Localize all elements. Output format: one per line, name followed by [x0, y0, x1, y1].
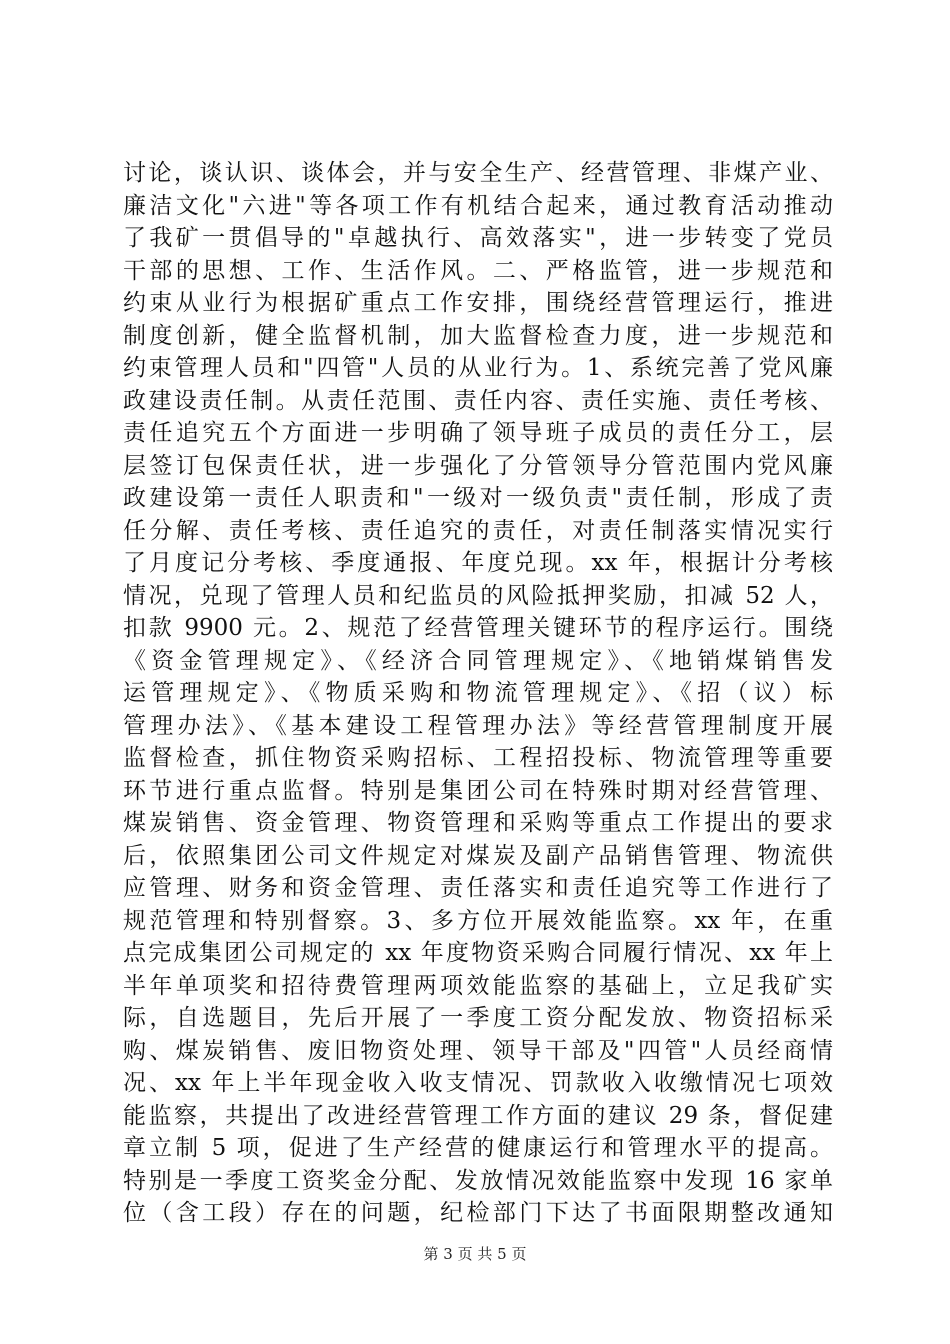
text-line: 约束从业行为根据矿重点工作安排，围绕经营管理运行，推进: [123, 290, 833, 316]
body-text: [123, 157, 833, 1230]
text-line: 应管理、财务和资金管理、责任落实和责任追究等工作进行了: [123, 875, 833, 901]
text-line: 规范管理和特别督察。3、多方位开展效能监察。xx 年，在重: [123, 907, 833, 934]
text-line: 讨论，谈认识、谈体会，并与安全生产、经营管理、非煤产业、: [123, 160, 833, 186]
text-line: 《资金管理规定》、《经济合同管理规定》、《地销煤销售发: [123, 647, 833, 674]
text-line: 政建设第一责任人职责和"一级对一级负责"责任制，形成了责: [123, 485, 833, 511]
text-line: 后，依照集团公司文件规定对煤炭及副产品销售管理、物流供: [123, 842, 833, 869]
text-line: 干部的思想、工作、生活作风。二、严格监管，进一步规范和: [123, 257, 833, 284]
text-line: 扣款 9900 元。2、规范了经营管理关键环节的程序运行。围绕: [123, 615, 833, 641]
text-line: 责任追究五个方面进一步明确了领导班子成员的责任分工，层: [123, 420, 833, 446]
text-line: 况、xx 年上半年现金收入收支情况、罚款收入收缴情况七项效: [123, 1070, 833, 1096]
text-line: 制度创新，健全监督机制，加大监督检查力度，进一步规范和: [123, 322, 833, 349]
text-line: 情况，兑现了管理人员和纪监员的风险抵押奖励，扣减 52 人，: [123, 582, 833, 609]
text-line: 廉洁文化"六进"等各项工作有机结合起来，通过教育活动推动: [123, 192, 833, 219]
text-line: 位（含工段）存在的问题，纪检部门下达了书面限期整改通知: [123, 1200, 833, 1226]
text-line: 了月度记分考核、季度通报、年度兑现。xx 年，根据计分考核: [123, 550, 833, 576]
page-number-footer: 第 3 页 共 5 页: [423, 1245, 527, 1263]
text-line: 煤炭销售、资金管理、物资管理和采购等重点工作提出的要求: [123, 810, 833, 836]
text-line: 监督检查，抓住物资采购招标、工程招投标、物流管理等重要: [123, 745, 833, 771]
text-line: 约束管理人员和"四管"人员的从业行为。1、系统完善了党风廉: [123, 355, 833, 381]
text-line: 管理办法》、《基本建设工程管理办法》等经营管理制度开展: [123, 712, 833, 739]
text-line: 层签订包保责任状，进一步强化了分管领导分管范围内党风廉: [123, 452, 833, 479]
text-line: 特别是一季度工资奖金分配、发放情况效能监察中发现 16 家单: [123, 1167, 833, 1194]
text-line: 际，自选题目，先后开展了一季度工资分配发放、物资招标采: [123, 1005, 833, 1031]
text-line: 任分解、责任考核、责任追究的责任，对责任制落实情况实行: [123, 517, 833, 544]
text-line: 购、煤炭销售、废旧物资处理、领导干部及"四管"人员经商情: [123, 1037, 833, 1064]
text-line: 了我矿一贯倡导的"卓越执行、高效落实"，进一步转变了党员: [123, 225, 833, 251]
text-line: 运管理规定》、《物质采购和物流管理规定》、《招（议）标: [123, 680, 833, 706]
text-line: 章立制 5 项，促进了生产经营的健康运行和管理水平的提高。: [123, 1135, 833, 1161]
text-line: 环节进行重点监督。特别是集团公司在特殊时期对经营管理、: [123, 777, 833, 804]
text-line: 点完成集团公司规定的 xx 年度物资采购合同履行情况、xx 年上: [123, 940, 833, 966]
text-line: 政建设责任制。从责任范围、责任内容、责任实施、责任考核、: [123, 387, 833, 414]
text-line: 能监察，共提出了改进经营管理工作方面的建议 29 条，督促建: [123, 1102, 833, 1129]
text-line: 半年单项奖和招待费管理两项效能监察的基础上，立足我矿实: [123, 972, 833, 999]
